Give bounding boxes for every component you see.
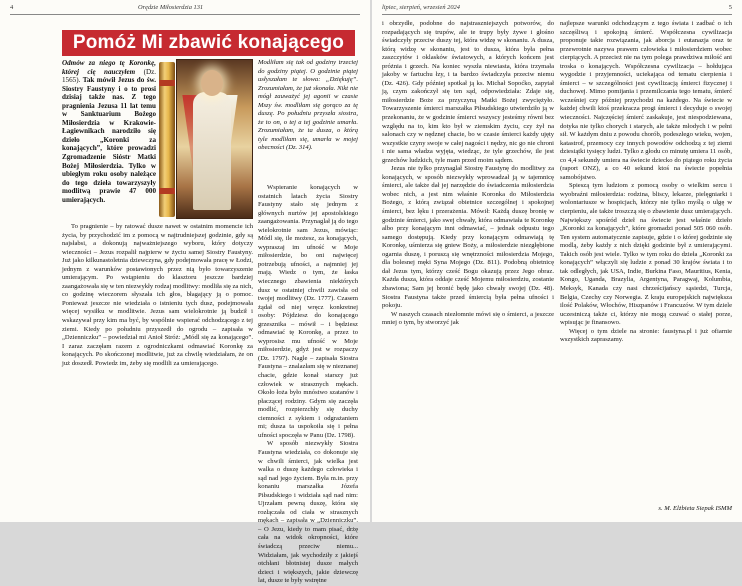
quote-paragraph: Modliłam się tak od godziny trzeciej do godziny piątej. O godzinie piątej usłyszałam te słowa: „Dziękuję”. Zrozumiałam, że już skonała. Nikt nie mógł zauważyć jej agonii w czasie Mszy św. modliłam się gorąco za tę duszę. Po południu przyszła siostra, że to on, o tej a tej godzinie umarła. Zrozumiałam, że ta dusza, o którą tyle modliłam się, umarła w mojej obecności (Dz. 314). [258, 59, 358, 152]
figure-robe [193, 92, 231, 210]
lead-italic: Odmów za niego tę Koronkę, której cię nauczyłem [62, 59, 156, 76]
lead-ref: (Dz. 1565). [62, 67, 156, 85]
lead-paragraph [62, 59, 156, 223]
right-page [372, 0, 742, 522]
article-title: Pomóż Mi zbawić konającego [62, 30, 355, 56]
body-paragraph: Więcej o tym dziele na stronie: faustyna.pl i już ofiarnie wszystkich zapraszamy. [560, 327, 732, 344]
author-signature: s. M. Elżbieta Siepak ISMM [658, 505, 732, 512]
col2-top [258, 59, 358, 181]
body-paragraph: W naszych czasach niezłomnie mówi się o śmierci, a jeszcze mniej o tym, by stworzyć jak [382, 310, 554, 327]
body-paragraph: To pragnienie – by ratować dusze nawet w ostatnim momencie ich życia, by przychodzić im z pomocą w najtrudniejszej godzinie, gdy są najsłabsi, a dokonują najważniejszego wyboru, który dotyczy wieczności – Jezus rozpalił najpierw w życiu samej Siostry Faustyny. Już jako kilkunastoletnia dziewczyna, gdy podejmowała pracę w Łodzi, jednym z warunków postawionych przez nią było towarzyszenie umierającym. Po wstąpieniu do klasztoru jeszcze bardziej zaangażowała się w ten niezwykły rodzaj modlitwy: modliła się za nich, co godzinę wieczorem słyszała ich głos, błagający ją o pomoc. Ponieważ jeszcze nie wiedziała o istnieniu tych dusz, podejmowała więcej wysiłku w modlitwie. Jezus sam wielokrotnie ją budził i wskazywał przy kim ma być, by wspólnie wspierać odchodzącego z tej ziemi. Kiedy po południu przyszedł do ogrodu – zapisała w „Dzienniczku” – powiedział mi Anioł Stróż: „Módl się za konającego”. I zaraz zaczęłam razem z ogrodniczkami odmawiać Koronkę za konających. Po skończonej modlitwie, już za chwilę wiedziałam, że on już doszedł. Powiedz im, żeby się modlili za umierającego. [62, 223, 253, 367]
body-paragraph: Spieszą tym ludziom z pomocą osoby o wielkim sercu i wyobraźni miłosierdzia: rodzina, bliscy, lekarze, pielęgniarki i wolontariusze w hospicjach, którzy nie tylko myślą o ulgę w cierpieniu, ale także troszczą się o zbawienie dusz umierających. Największy spośród dzieł na świecie jest właśnie dzieło „Koronki za konających”, które gromadzi ponad 505 060 osób. Ten system automatycznie zapisuje, gdzie i o której godzinie się modlą, żeby każdy z nich dzięki godzinie był z umierającymi. Takich osób jest wiele. Tylko w tym roku do dzieła „Koronki za konających” włączyli się ludzie z ponad 30 krajów świata i to tak odległych, jak USA, Indie, Burkina Faso, Mauritius, Kenia, Kongo, Uganda, Brazylia, Argentyna, Paragwaj, Kolumbia, Meksyk, Kanada czy nasi chrześcijańscy sąsiedzi, Turcja, Belgia, Czechy czy Norwegia. Z kraju europejskich największa ilość Polaków, Włochów, Hiszpanów i Francuzów. W tym dziele uczestniczą także ci, którzy nie mogą czuwać o stałej porze, wpisując je finansowo. [560, 182, 732, 327]
body-paragraph: W sposób niezwykły Siostra Faustyna wiedziała, co dokonuje się w chwili śmierci, jak wielka jest walka o duszę każdego człowieka i sąd nad jego życiem. Była m.in. przy konaniu marszałka Józefa Piłsudskiego i widziała sąd nad nim: Ujrzałam pewną duszę, która się rozłączała od ciała w strasznych mękach – zapisała w „Dzienniczku”. – O Jezu, kiedy to mam pisać, drżę cała na widok okropności, które świadczą przeciw niemu... Widziałam, jak wychodziły z jakiejś otchłani błotnistej dusze małych dzieci i większych, jakie dziewczę lat, dusze te były wstrętne [258, 440, 358, 585]
body-paragraph: Jezus nie tylko przynaglał Siostrę Faustynę do modlitwy za konających, w sposób niezwykły wprowadzał ją w tajemnicę śmierci, ale także dał jej narzędzie do świadczenia miłosierdzia wobec nich, a jest nim właśnie Koronka do Miłosierdzia Bożego, z którą związał obietnice szczególnej i spokojnej śmierci, bez lęku i przerażenia. Mówił: Każdą duszę bronię w godzinie śmierci, jako swej chwały, która odmawiała te Koronkę albo przy konającym inni odmawiać, – jednak odpustu tego samego dostępują. Kiedy przy konającym odmawiają tę Koronkę, uśmierza się gniew Boży, a miłosierdzie niezgłębione ogarnia duszę, i poruszą się wnętrzności miłosierdzia Mojego, dla bolesnej męki Syna Mojego (Dz. 811). Podobną obietnicę dał Jezus tym, którzy cześć Bogu okazują przez Jego obraz. Każda dusza, która oddaje cześć Mojemu miłosierdziu, zostanie zbawiona; Sam jej bronić będę jako chwały swojej (Dz. 48). Siostra Faustyna także przed śmiercią była pełna ufności i pokoju. [382, 165, 554, 310]
col3-body [382, 20, 554, 516]
page-number: 5 [728, 4, 732, 11]
header-rule [10, 14, 360, 15]
body-paragraph: Wspieranie konających w ostatnich latach życia Siostry Faustyny stało się jednym z głównych nurtów jej apostolskiego zaangażowania. Przynaglał ją do tego wielokrotnie sam Jezus, mówiąc: Módl się, ile możesz, za konających, wypraszaj im ufność w Moje miłosierdzie, bo oni najwięcej potrzebują ufności, a najmniej jej mają. Wiedz o tym, że łaska wiecznego zbawienia niektórych dusz w ostatniej chwili zawisła od twojej modlitwy (Dz. 1777). Czasem żądał od niej wręcz konkretnej osoby: Pójdziesz do konającego grzesznika – mówił – i będziesz odmawiać tę Koronkę, a przez to wyprosisz mu ufność w Moje miłosierdzie, gdyż jest w rozpaczy (Dz. 1797). Nagle – zapisała Siostra Faustyna – znalazłam się w nieznanej chacie, gdzie konał starszy już człowiek w strasznych mękach. Około łoża było mnóstwo szatanów i płaczącej rodziny. Gdym się zaczęła modlić, rozpierzchły się duchy ciemności z sykiem i odgrażaniem mi; dusza ta uspokoiła się i pełna ufności spoczęła w Panu (Dz. 1798). [258, 184, 358, 439]
lead-bold: Tak mówił Jezus do św. Siostry Faustyny i o to prosi dzisiaj także nas. Z tego pragnienia Jezusa 11 lat temu w Sanktuarium Bożego Miłosierdzia w Krakowie-Łagiewnikach narodziło się dzieło „Koronki za konających”, które prowadzi Zgromadzenie Sióstr Matki Bożej Miłosierdzia. Tylko w ubiegłym roku osoby należące do tego dzieła towarzyszyły modlitwą prawie 47 000 umierających. [62, 76, 156, 204]
running-title: lipiec, sierpień, wrzesień 2024 [382, 4, 460, 11]
page-number: 4 [10, 4, 14, 11]
col1-body [62, 223, 253, 516]
running-title: Orędzie Miłosierdzia 131 [138, 4, 204, 11]
col4-body [560, 20, 732, 504]
col2-body [258, 184, 358, 585]
candle-image [159, 62, 175, 217]
body-paragraph: i obrzydłe, podobne do najstraszniejszych potworów, do rozpadających się trupów, ale te trupy były żywe i głośno świadczyły przeciw duszy tej, która widzę w skonaniu. A dusza, którą widzę w skonaniu, jest to dusza, która była pełna zaszczytów i oklasków światowych, a których końcem jest próżnia i grzech. Na koniec wyszła niewiasta, która trzymała jakoby w fartuchu łzy, i ta bardzo świadczyła przeciw niemu (Dz. 426). Gdy później spotkał ją ks. Michał Sopoćko, zapytał ją, czym zakończył się ten sąd, odpowiedziała: Zdaje się, miłosierdzie Boże za przyczyną Matki Bożej zwyciężyło. Towarzyszenie śmierci marszałka Piłsudskiego utwierdziło ją w przekonaniu, że w godzinie śmierci wszyscy jesteśmy równi bez względu na to, kim kto był w ziemskim życiu, czy żył na salonach czy w nędznej chacie, bo w czasie śmierci każdy ujęty wszystkie czyny swoje w całej nagości i nędzy, nic go nie chroni i nie sama władza wyjęta, wiedząc, że tyle grzechów, ile jest grzechów ludzkich, tyle mam przed moim sądem. [382, 20, 554, 164]
left-page [0, 0, 370, 585]
header-rule [382, 14, 732, 15]
figure-head [201, 70, 223, 96]
body-paragraph: najlepsze warunki odchodzącym z tego świata i zadbać o ich szczęśliwą i spokojną śmierć. Współczesna cywilizacja proponuje takie rozwiązania, jak aborcja i eutanazja oraz te przewrotnie nazywa prawem człowieka i miłosierdziem wobec cierpiących. A przecież nie na tym polega prawdziwa miłość ani troska o konających. Współczesna cywilizacja – hołdująca wygodzie i przyjemności, uciekająca od tematu cierpienia i śmierci – w szczególności jest cywilizacją śmierci fizycznej i duchowej. Mimo pomijania i przemilczania tego tematu, śmierć wcześniej czy później przychodzi na każdego. Na świecie w każdej chwili ktoś przekracza progi śmierci i decyduje o swojej wieczności. Najczęściej śmierć zaskakuje, jest niespodziewana, dotyka nie tylko chorych i starych, ale także młodych i w pełni sił. W każdym dniu z powodu chorób, podeszłego wieku, wojen, katastrof, przemocy czy innych powodów odchodzą z tej ziemi dziesiątki tysięcy ludzi. Tylko z głodu co minutę umiera 11 osób, co 4,4 sekundy umiera na świecie dziecko do piątego roku życia (raport ONZ), a co 40 sekund ktoś na świecie popełnia samobójstwo. [560, 20, 732, 181]
